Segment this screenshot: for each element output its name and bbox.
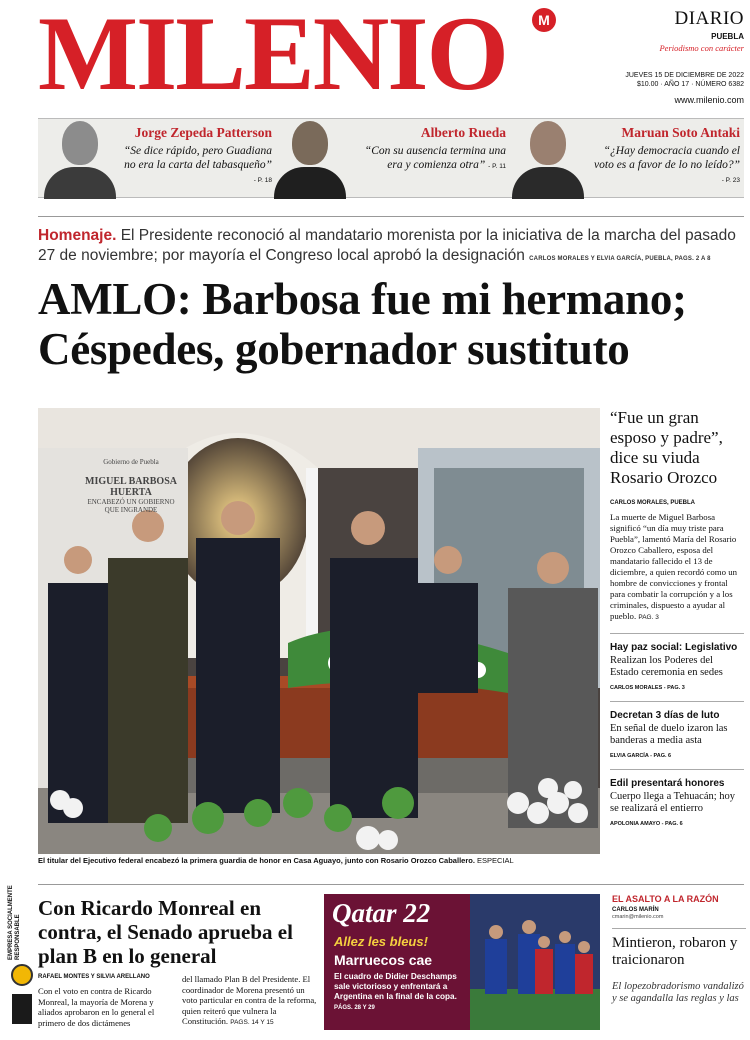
edition-city: PUEBLA (711, 32, 744, 41)
lead-photo[interactable] (38, 408, 600, 854)
story2-column-1: Con el voto en contra de Ricardo Monreal, la mayoría de Morena y aliados aprobaron en lo general el primero de dos dictámenes (38, 986, 155, 1028)
story2-byline: RAFAEL MONTES Y SILVIA ARELLANO (38, 974, 150, 980)
avatar-head (292, 121, 328, 165)
columnist-item[interactable] (272, 119, 510, 199)
soccer-photo-illustration (470, 894, 600, 1030)
brief-text: En señal de duelo izaron las banderas a media asta (610, 723, 728, 746)
edition-title: DIARIO (674, 8, 744, 29)
avatar-body (44, 167, 116, 199)
masthead (38, 0, 744, 116)
masthead-info (594, 8, 744, 105)
story2-column-2 (182, 974, 318, 1029)
columnist-name: Alberto Rueda (420, 125, 506, 140)
brief-item[interactable] (610, 778, 744, 827)
sidebar-byline: CARLOS MORALES, PUEBLA (610, 500, 696, 506)
divider (610, 769, 744, 770)
opinion-body: El lopezobradorismo vandalizó y se agandalla las reglas y las (612, 981, 744, 1004)
columnist-name: Maruan Soto Antaki (621, 125, 740, 140)
slogan: Periodismo con carácter (659, 43, 744, 53)
page-ref: - P. 18 (253, 177, 272, 184)
opinion-column (612, 894, 746, 1005)
banner-top: Gobierno de Puebla (103, 458, 159, 466)
sidebar-body-page: PAG. 3 (638, 614, 659, 621)
brief-byline: ELVIA GARCÍA - PAG. 6 (610, 753, 672, 759)
kicker-label: Homenaje. (38, 227, 117, 244)
columnist-item[interactable] (510, 119, 744, 199)
photo-banner (66, 458, 196, 514)
columnist-avatar (510, 119, 586, 199)
promo-pages: PÁGS. 28 Y 29 (334, 1005, 375, 1011)
brief-title: Hay paz social: Legislativo (610, 642, 738, 653)
divider (38, 216, 744, 217)
story2-column-2-text: del llamado Plan B del Presidente. El coordinador de Morena presentó un voto particular en contra de la reforma, quien reiteró que vulnera la Constitución. (182, 974, 317, 1026)
decorative-bar (12, 994, 32, 1024)
avatar-body (512, 167, 584, 199)
brief-text: Cuerpo llega a Tehuacán; hoy se realizará el entierro (610, 791, 736, 814)
date-line: JUEVES 15 DE DICIEMBRE DE 2022 (625, 72, 744, 79)
logo-badge-icon: M (532, 8, 556, 32)
avatar-body (274, 167, 346, 199)
esr-logo-icon (11, 964, 33, 986)
page-ref: - P. 23 (721, 177, 740, 184)
brief-item[interactable] (610, 710, 744, 759)
sidebar (610, 408, 744, 827)
story2-headline[interactable]: Con Ricardo Monreal en contra, el Senado aprueba el plan B en lo general (38, 896, 293, 968)
promo-photo (470, 894, 600, 1030)
opinion-email[interactable]: cmarin@milenio.com (612, 914, 664, 920)
qatar-logo: Qatar 22 (332, 898, 431, 928)
milenio-logo[interactable]: MILENIO (38, 0, 507, 112)
brief-title: Decretan 3 días de luto (610, 710, 720, 721)
website-link[interactable]: www.milenio.com (674, 95, 744, 105)
divider (610, 701, 744, 702)
kicker-byline: CARLOS MORALES Y ELVIA GARCÍA, PUEBLA, PAGS. 2 A 8 (529, 256, 711, 262)
divider (38, 884, 744, 885)
story2-page: PAGS. 14 Y 15 (230, 1019, 274, 1026)
opinion-headline[interactable]: Mintieron, robaron y traicionaron (612, 935, 738, 968)
promo-title: Marruecos cae (334, 952, 433, 968)
opinion-author: CARLOS MARÍN (612, 907, 659, 913)
columnist-avatar (272, 119, 348, 199)
brief-byline: APOLONIA AMAYO - PAG. 6 (610, 821, 683, 827)
quote-text: “Con su ausencia termina una era y comienza otra” (364, 145, 506, 171)
headline-line-1: AMLO: Barbosa fue mi hermano; (38, 274, 687, 324)
caption-text: El titular del Ejecutivo federal encabezó la primera guardia de honor en Casa Aguayo, junto con Rosario Orozco Caballero. (38, 856, 475, 865)
columnist-quote (356, 144, 506, 174)
banner-line-1: MIGUEL BARBOSA HUERTA (85, 476, 177, 498)
avatar-head (530, 121, 566, 165)
lead-kicker (38, 226, 744, 269)
sidebar-headline[interactable]: “Fue un gran esposo y padre”, dice su viuda Rosario Orozco (610, 408, 723, 487)
columnist-quote (590, 144, 740, 188)
banner-line-3: QUE INGRANDE (104, 506, 158, 514)
esr-badge (8, 885, 36, 1040)
esr-badge-text: EMPRESA SOCIALMENTE RESPONSABLE (8, 885, 21, 960)
brief-byline: CARLOS MORALES - PAG. 3 (610, 685, 685, 691)
opinion-label: EL ASALTO A LA RAZÓN (612, 894, 719, 904)
divider (610, 633, 744, 634)
price-line: $10.00 · AÑO 17 · NÚMERO 6382 (637, 81, 744, 88)
avatar-head (62, 121, 98, 165)
promo-text-body: El cuadro de Didier Deschamps sale victorioso y enfrentará a Argentina en la final de la copa. (334, 972, 457, 1001)
promo-text (334, 972, 466, 1013)
photo-caption (38, 856, 600, 865)
columnist-name: Jorge Zepeda Patterson (134, 125, 272, 140)
sidebar-body (610, 512, 744, 623)
quote-text: “Se dice rápido, pero Guadiana no era la carta del tabasqueño” (123, 145, 272, 171)
promo-panel (324, 894, 470, 1030)
headline-line-2: Céspedes, gobernador sustituto (38, 324, 630, 374)
promo-tagline: Allez les bleus! (334, 934, 428, 949)
worldcup-promo[interactable] (324, 894, 600, 1030)
banner-line-2: ENCABEZÓ UN GOBIERNO (87, 498, 175, 506)
lead-headline[interactable] (38, 274, 750, 374)
caption-credit: ESPECIAL (477, 856, 514, 865)
brief-title: Edil presentará honores (610, 778, 725, 789)
page-ref: - P. 11 (488, 163, 506, 170)
brief-text: Realizan los Poderes del Estado ceremonia en sedes (610, 655, 723, 678)
kicker-text: El Presidente reconoció al mandatario morenista por la iniciativa de la marcha del pasado 27 de noviembre; por mayoría el Congreso local aprobó la designación (38, 227, 736, 264)
columnist-item[interactable] (38, 119, 272, 199)
sidebar-body-text: La muerte de Miguel Barbosa significó “un día muy triste para Puebla”, lamentó María del Rosario Orozco Caballero, esposa del mandatario fallecido el 13 de diciembre, a quien recordó como un hombre de convicciones y frontal para combatir la corrupción y a los criminales, dispuesto a ayudar al pueblo. (610, 512, 738, 621)
columnist-avatar (42, 119, 118, 199)
brief-item[interactable] (610, 642, 744, 691)
columnists-strip (38, 118, 744, 198)
divider (612, 928, 746, 929)
quote-text: “¿Hay democracia cuando el voto es a favor de lo no leído?” (594, 145, 740, 171)
columnist-quote (122, 144, 272, 188)
